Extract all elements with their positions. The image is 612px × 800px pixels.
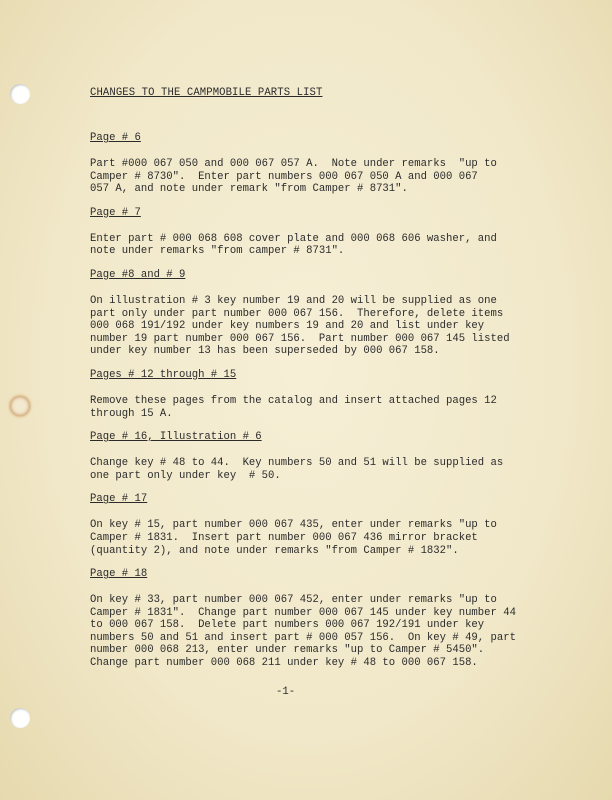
punch-hole-bottom <box>10 708 30 728</box>
text-line: to 000 067 158. Delete part numbers 000 067 192/191 under key <box>90 619 485 632</box>
text-line: part only under part number 000 067 156. Therefore, delete items <box>90 307 504 320</box>
section-heading: Page # 17 <box>90 493 148 506</box>
text-line: Part #000 067 050 and 000 067 057 A. Note under remarks "up to <box>90 158 497 170</box>
text-line: 057 A, and note under remark "from Camper # 8731". <box>90 183 408 196</box>
text-line: Camper # 1831". Change part number 000 067 145 under key number 44 <box>90 606 516 619</box>
section-heading: Page #8 and # 9 <box>90 268 186 281</box>
section <box>90 131 510 196</box>
section-body <box>90 594 516 670</box>
text-line: numbers 50 and 51 and insert part # 000 057 156. On key # 49, part <box>90 631 516 644</box>
text-line: number 19 part number 000 067 156. Part number 000 067 145 listed <box>90 332 510 345</box>
text-line: number 000 068 213, enter under remarks "up to Camper # 5450". <box>90 644 485 657</box>
document-title: CHANGES TO THE CAMPMOBILE PARTS LIST <box>90 87 323 99</box>
section-heading: Page # 16, Illustration # 6 <box>90 431 262 444</box>
section-body <box>90 395 510 420</box>
text-line: one part only under key # 50. <box>90 469 281 482</box>
text-line: On key # 15, part number 000 067 435, enter under remarks "up to <box>90 519 497 532</box>
section-heading: Pages # 12 through # 15 <box>90 368 237 381</box>
text-line: Remove these pages from the catalog and insert attached pages 12 <box>90 394 497 407</box>
section-body <box>90 457 510 482</box>
section-body <box>90 158 510 196</box>
text-line: 000 068 191/192 under key numbers 19 and 20 and list under key <box>90 320 485 333</box>
text-line: under key number 13 has been superseded by 000 067 158. <box>90 345 440 358</box>
text-line: Camper # 1831. Insert part number 000 067 436 mirror bracket <box>90 531 478 544</box>
text-line: Camper # 8730". Enter part numbers 000 067 050 A and 000 067 <box>90 170 478 183</box>
text-line: On key # 33, part number 000 067 452, enter under remarks "up to <box>90 594 497 607</box>
text-line: On illustration # 3 key number 19 and 20 will be supplied as one <box>90 294 497 307</box>
section-body <box>90 519 510 557</box>
section <box>90 567 516 670</box>
text-line: Change part number 000 068 211 under key # 48 to 000 067 158. <box>90 657 478 670</box>
section-heading: Page # 6 <box>90 132 141 144</box>
punch-hole-middle <box>10 396 30 416</box>
section-body <box>90 233 510 258</box>
section <box>90 492 510 557</box>
section <box>90 206 510 258</box>
section-body <box>90 295 510 358</box>
text-line: Enter part # 000 068 608 cover plate and 000 068 606 washer, and <box>90 232 497 245</box>
section <box>90 430 510 482</box>
sections-container <box>90 131 516 670</box>
section-heading: Page # 7 <box>90 206 141 219</box>
section-heading: Page # 18 <box>90 568 148 581</box>
punch-hole-top <box>10 84 30 104</box>
text-line: (quantity 2), and note under remarks "from Camper # 1832". <box>90 544 459 557</box>
page-number: -1- <box>276 686 296 698</box>
text-line: Change key # 48 to 44. Key numbers 50 and 51 will be supplied as <box>90 457 504 470</box>
text-line: through 15 A. <box>90 407 173 420</box>
section <box>90 268 510 358</box>
document-content <box>90 86 516 680</box>
text-line: note under remarks "from camper # 8731". <box>90 245 345 258</box>
section <box>90 368 510 420</box>
